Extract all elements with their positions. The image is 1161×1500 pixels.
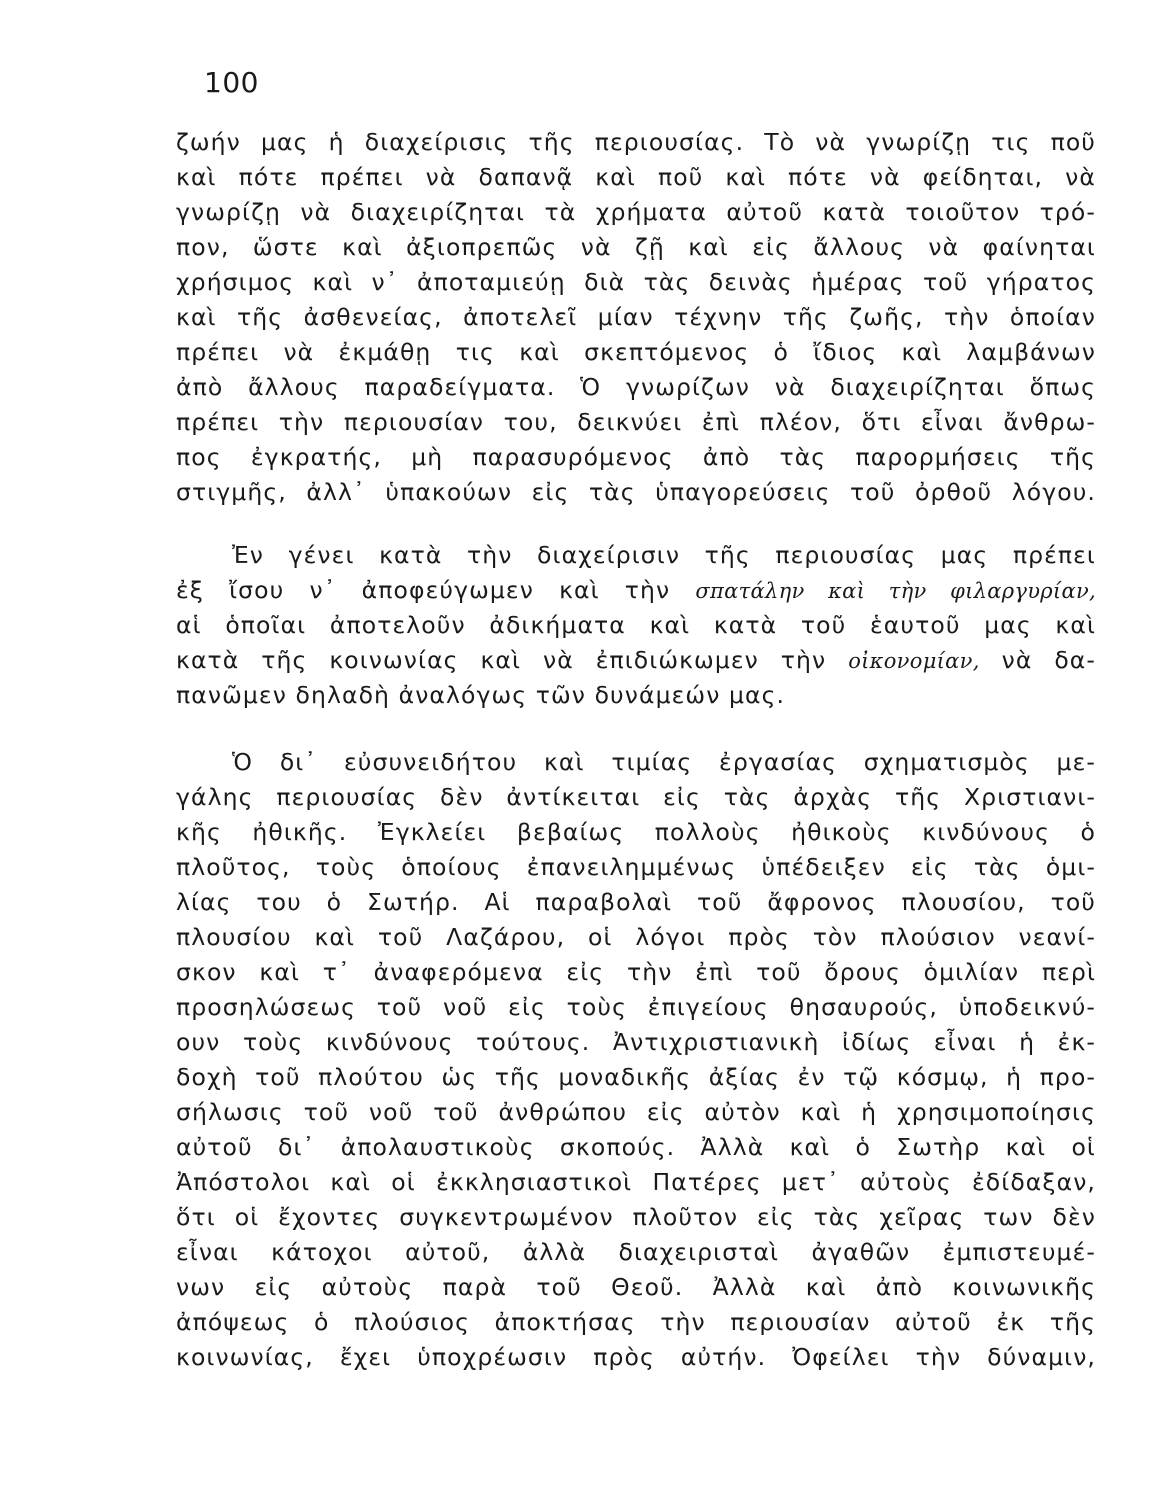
- text-line: ουν τοὺς κινδύνους τούτους. Ἀντιχριστιανικὴ ἰδίως εἶναι ἡ ἐκ-: [176, 1028, 1096, 1056]
- text-line: γνωρίζῃ νὰ διαχειρίζηται τὰ χρήματα αὐτοῦ κατὰ τοιοῦτον τρό-: [176, 198, 1096, 226]
- text-line: Ἐν γένει κατὰ τὴν διαχείρισιν τῆς περιουσίας μας πρέπει: [232, 541, 1096, 569]
- text-line: ζωήν μας ἡ διαχείρισις τῆς περιουσίας. Τὸ νὰ γνωρίζῃ τις ποῦ: [176, 128, 1096, 156]
- text-line: πλουσίου καὶ τοῦ Λαζάρου, οἱ λόγοι πρὸς τὸν πλούσιον νεανί-: [176, 923, 1096, 951]
- paragraph-3: [176, 745, 1096, 1375]
- text-segment: νὰ δα-: [1001, 646, 1096, 674]
- text-line: καὶ τῆς ἀσθενείας, ἀποτελεῖ μίαν τέχνην τῆς ζωῆς, τὴν ὁποίαν: [176, 303, 1096, 331]
- text-line: καὶ πότε πρέπει νὰ δαπανᾷ καὶ ποῦ καὶ πότε νὰ φείδηται, νὰ: [176, 163, 1096, 191]
- text-segment: κατὰ τῆς κοινωνίας καὶ νὰ ἐπιδιώκωμεν τὴν: [176, 646, 827, 674]
- text-line: κοινωνίας, ἔχει ὑποχρέωσιν πρὸς αὐτήν. Ὀφείλει τὴν δύναμιν,: [176, 1343, 1096, 1371]
- text-line: πος ἐγκρατής, μὴ παρασυρόμενος ἀπὸ τὰς παρορμήσεις τῆς: [176, 443, 1096, 471]
- text-line: χρήσιμος καὶ ν᾿ ἀποταμιεύῃ διὰ τὰς δεινὰς ἡμέρας τοῦ γήρατος: [176, 268, 1096, 296]
- text-line: πανῶμεν δηλαδὴ ἀναλόγως τῶν δυνάμεών μας.: [176, 681, 786, 709]
- text-segment: ἐξ ἴσου ν᾿ ἀποφεύγωμεν καὶ τὴν: [176, 576, 671, 604]
- text-line: λίας του ὁ Σωτήρ. Αἱ παραβολαὶ τοῦ ἄφρονος πλουσίου, τοῦ: [176, 888, 1096, 916]
- text-line: πρέπει νὰ ἐκμάθῃ τις καὶ σκεπτόμενος ὁ ἴδιος καὶ λαμβάνων: [176, 338, 1096, 366]
- text-line: πλοῦτος, τοὺς ὁποίους ἐπανειλημμένως ὑπέδειξεν εἰς τὰς ὁμι-: [176, 853, 1096, 881]
- paragraph-1: [176, 125, 1096, 510]
- text-line: σήλωσις τοῦ νοῦ τοῦ ἀνθρώπου εἰς αὐτὸν καὶ ἡ χρησιμοποίησις: [176, 1098, 1096, 1126]
- text-line: Ἀπόστολοι καὶ οἱ ἐκκλησιαστικοὶ Πατέρες μετ᾿ αὐτοὺς ἐδίδαξαν,: [176, 1168, 1096, 1196]
- text-line: ὅτι οἱ ἔχοντες συγκεντρωμένον πλοῦτον εἰς τὰς χεῖρας των δὲν: [176, 1203, 1096, 1231]
- text-line: αὐτοῦ δι᾿ ἀπολαυστικοὺς σκοπούς. Ἀλλὰ καὶ ὁ Σωτὴρ καὶ οἱ: [176, 1133, 1096, 1161]
- text-line: αἱ ὁποῖαι ἀποτελοῦν ἀδικήματα καὶ κατὰ τοῦ ἑαυτοῦ μας καὶ: [176, 611, 1096, 639]
- text-line: κῆς ἠθικῆς. Ἐγκλείει βεβαίως πολλοὺς ἠθικοὺς κινδύνους ὁ: [176, 818, 1096, 846]
- text-line: στιγμῆς, ἀλλ᾿ ὑπακούων εἰς τὰς ὑπαγορεύσεις τοῦ ὀρθοῦ λόγου.: [176, 478, 1096, 506]
- text-line: Ὁ δι᾿ εὐσυνειδήτου καὶ τιμίας ἐργασίας σχηματισμὸς με-: [232, 748, 1096, 776]
- text-line: σκον καὶ τ᾿ ἀναφερόμενα εἰς τὴν ἐπὶ τοῦ ὄρους ὁμιλίαν περὶ: [176, 958, 1096, 986]
- page-number: 100: [204, 66, 259, 99]
- italic-phrase: οἰκονομίαν,: [848, 649, 980, 673]
- text-line: πον, ὥστε καὶ ἀξιοπρεπῶς νὰ ζῇ καὶ εἰς ἄλλους νὰ φαίνηται: [176, 233, 1096, 261]
- text-line: εἶναι κάτοχοι αὐτοῦ, ἀλλὰ διαχειρισταὶ ἀγαθῶν ἐμπιστευμέ-: [176, 1238, 1096, 1266]
- text-line-with-italic: [176, 573, 1096, 608]
- text-line: γάλης περιουσίας δὲν ἀντίκειται εἰς τὰς ἀρχὰς τῆς Χριστιανι-: [176, 783, 1096, 811]
- text-line: ἀπὸ ἄλλους παραδείγματα. Ὁ γνωρίζων νὰ διαχειρίζηται ὅπως: [176, 373, 1096, 401]
- text-line: πρέπει τὴν περιουσίαν του, δεικνύει ἐπὶ πλέον, ὅτι εἶναι ἄνθρω-: [176, 408, 1096, 436]
- text-line: προσηλώσεως τοῦ νοῦ εἰς τοὺς ἐπιγείους θησαυρούς, ὑποδεικνύ-: [176, 993, 1096, 1021]
- text-line: δοχὴ τοῦ πλούτου ὡς τῆς μοναδικῆς ἀξίας ἐν τῷ κόσμῳ, ἡ προ-: [176, 1063, 1096, 1091]
- italic-phrase: σπατάλην καὶ τὴν φιλαργυρίαν,: [695, 579, 1096, 603]
- text-line-with-italic: [176, 643, 1096, 678]
- paragraph-2: [176, 538, 1096, 713]
- text-line: νων εἰς αὐτοὺς παρὰ τοῦ Θεοῦ. Ἀλλὰ καὶ ἀπὸ κοινωνικῆς: [176, 1273, 1096, 1301]
- text-line: ἀπόψεως ὁ πλούσιος ἀποκτήσας τὴν περιουσίαν αὐτοῦ ἐκ τῆς: [176, 1308, 1096, 1336]
